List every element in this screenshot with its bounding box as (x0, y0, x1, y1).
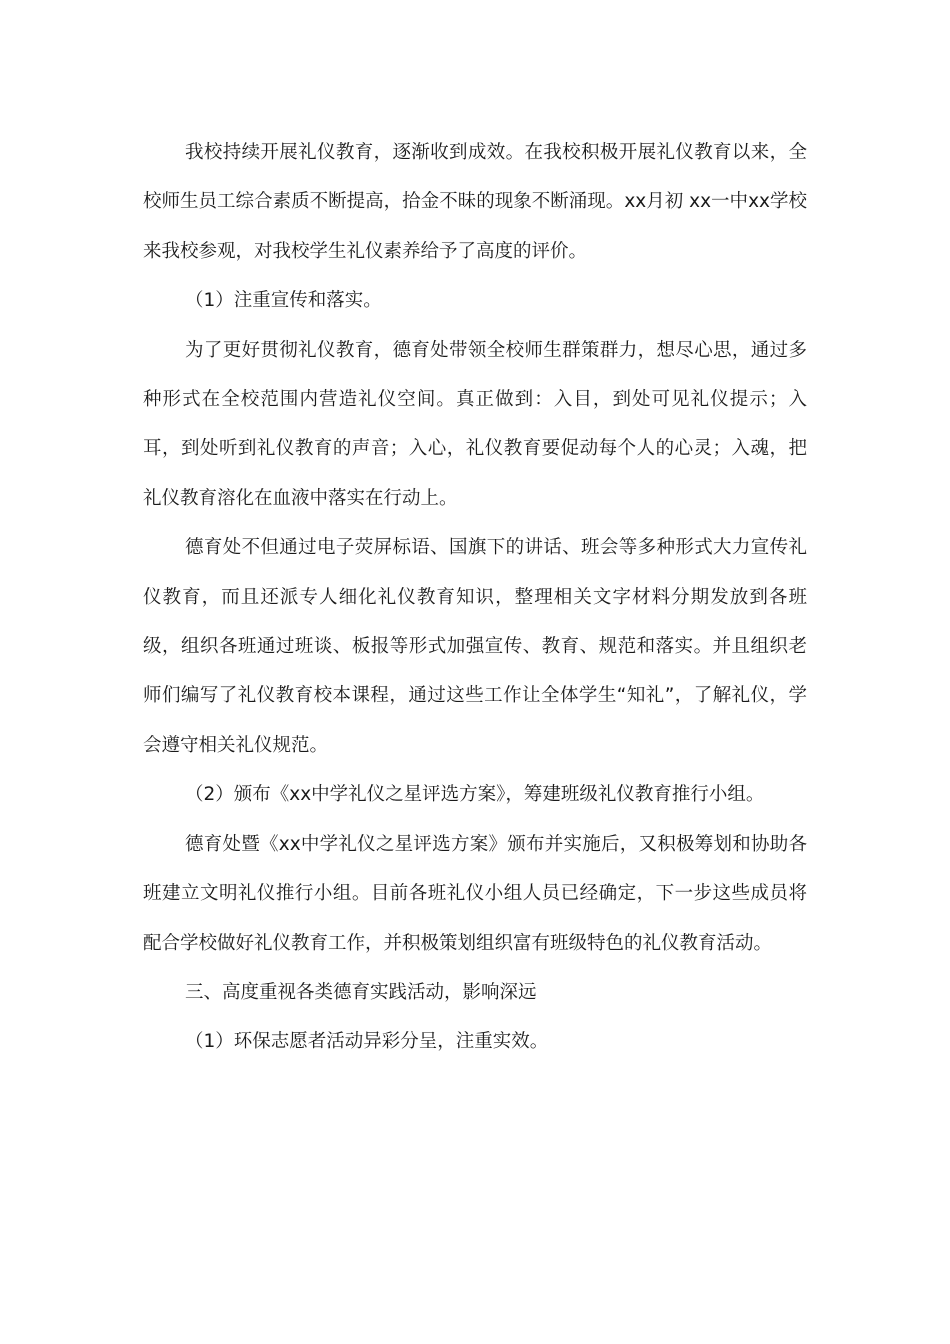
paragraph-intro: 我校持续开展礼仪教育，逐渐收到成效。在我校积极开展礼仪教育以来，全校师生员工综合素质不断提高，拾金不昧的现象不断涌现。xx月初 xx一中xx学校来我校参观，对我校学生礼仪素养给予了高度的评价。 (143, 142, 807, 262)
paragraph-heading-1: （1）注重宣传和落实。 (185, 290, 382, 312)
paragraph-etiquette-space: 为了更好贯彻礼仪教育，德育处带领全校师生群策群力，想尽心思，通过多种形式在全校范围内营造礼仪空间。真正做到：入目，到处可见礼仪提示；入耳，到处听到礼仪教育的声音；入心，礼仪教育要促动每个人的心灵；入魂，把礼仪教育溶化在血液中落实在行动上。 (143, 339, 807, 509)
paragraph-moral-office: 德育处不但通过电子荧屏标语、国旗下的讲话、班会等多种形式大力宣传礼仪教育，而且还派专人细化礼仪教育知识，整理相关文字材料分期发放到各班级，组织各班通过班谈、板报等形式加强宣传、教育、规范和落实。并且组织老师们编写了礼仪教育校本课程，通过这些工作让全体学生“知礼”，了解礼仪，学会遵守相关礼仪规范。 (143, 537, 807, 756)
paragraph-promotion-groups: 德育处暨《xx中学礼仪之星评选方案》颁布并实施后，又积极筹划和协助各班建立文明礼仪推行小组。目前各班礼仪小组人员已经确定，下一步这些成员将配合学校做好礼仪教育工作，并积极策划组织富有班级特色的礼仪教育活动。 (143, 833, 807, 954)
section-heading-3: 三、高度重视各类德育实践活动，影响深远 (185, 981, 537, 1003)
paragraph-heading-2: （2）颁布《xx中学礼仪之星评选方案》，筹建班级礼仪教育推行小组。 (185, 784, 765, 806)
document-body (143, 128, 807, 1067)
paragraph-heading-3-1: （1）环保志愿者活动异彩分呈，注重实效。 (185, 1031, 549, 1053)
